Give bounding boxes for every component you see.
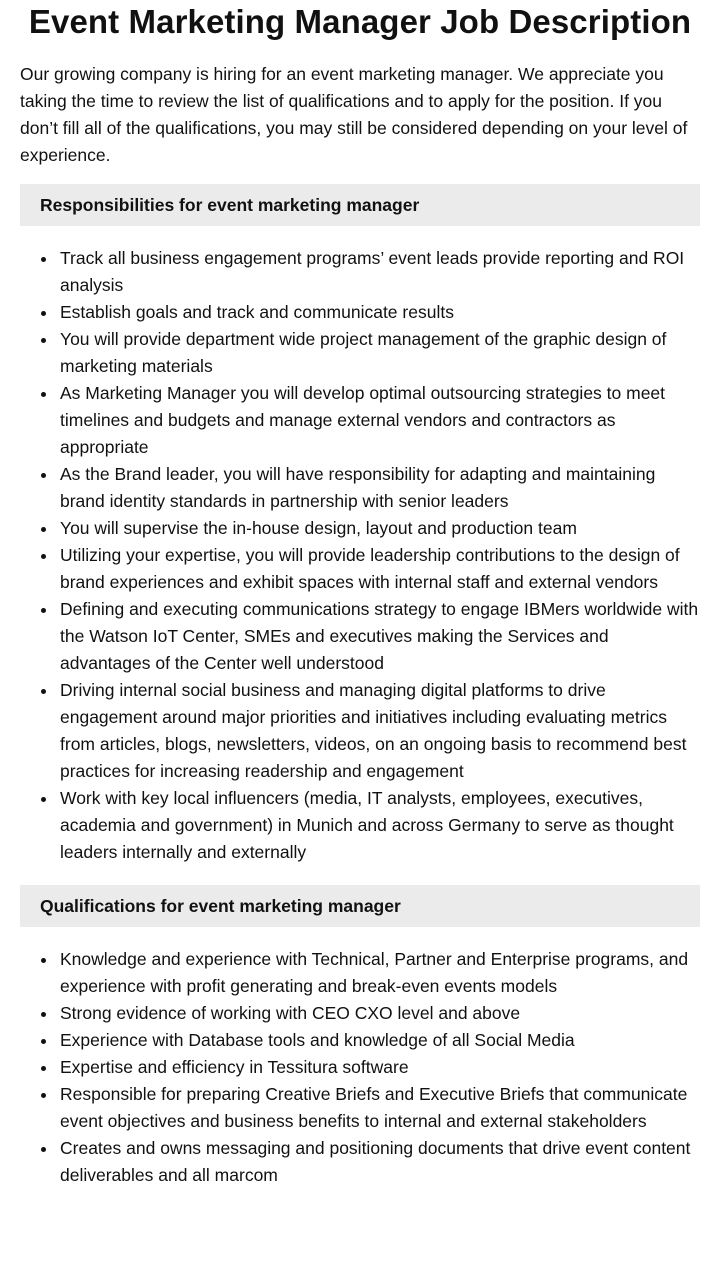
list-item [60,1135,700,1189]
responsibilities-section [20,184,700,866]
list-item-text: Knowledge and experience with Technical, Partner and Enterprise programs, and experience with profit generating and break-even events models [60,949,689,996]
responsibilities-list [20,245,700,866]
bullet-icon [41,338,46,343]
list-item [60,326,700,380]
list-item-text: Creates and owns messaging and positioning documents that drive event content deliverables and all marcom [60,1138,691,1185]
list-item-text: Establish goals and track and communicate results [60,302,454,322]
qualifications-section [20,885,700,1189]
list-item-text: Defining and executing communications strategy to engage IBMers worldwide with the Watson IoT Center, SMEs and executives making the Services and advantages of the Center well understood [60,599,699,673]
list-item-text: As the Brand leader, you will have responsibility for adapting and maintaining brand identity standards in partnership with senior leaders [60,464,656,511]
list-item [60,380,700,461]
bullet-icon [41,392,46,397]
bullet-icon [41,608,46,613]
list-item-text: Expertise and efficiency in Tessitura software [60,1057,409,1077]
list-item-text: Experience with Database tools and knowledge of all Social Media [60,1030,575,1050]
list-item [60,1081,700,1135]
list-item [60,946,700,1000]
qualifications-list [20,946,700,1189]
bullet-icon [41,797,46,802]
list-item-text: As Marketing Manager you will develop optimal outsourcing strategies to meet timelines and budgets and manage external vendors and contractors as appropriate [60,383,666,457]
list-item-text: Responsible for preparing Creative Briefs and Executive Briefs that communicate event objectives and business benefits to internal and external stakeholders [60,1084,688,1131]
bullet-icon [41,1066,46,1071]
bullet-icon [41,257,46,262]
list-item [60,1027,700,1054]
responsibilities-heading: Responsibilities for event marketing manager [20,184,700,226]
list-item [60,677,700,785]
bullet-icon [41,554,46,559]
list-item [60,785,700,866]
bullet-icon [41,1147,46,1152]
list-item-text: Work with key local influencers (media, IT analysts, employees, executives, academia and government) in Munich and across Germany to serve as thought leaders internally and externally [60,788,674,862]
list-item [60,1054,700,1081]
list-item [60,596,700,677]
intro-paragraph: Our growing company is hiring for an event marketing manager. We appreciate you taking the time to review the list of qualifications and to apply for the position. If you don’t fill all of the qualifications, you may still be considered depending on your level of experience. [20,64,688,165]
list-item [60,1000,700,1027]
list-item [60,542,700,596]
list-item [60,515,700,542]
bullet-icon [41,473,46,478]
bullet-icon [41,689,46,694]
list-item-text: You will provide department wide project management of the graphic design of marketing materials [60,329,667,376]
bullet-icon [41,958,46,963]
bullet-icon [41,1093,46,1098]
list-item [60,461,700,515]
bullet-icon [41,1012,46,1017]
list-item-text: Driving internal social business and managing digital platforms to drive engagement around major priorities and initiatives including evaluating metrics from articles, blogs, newsletters, videos, on an ongoing basis to recommend best practices for increasing readership and engagement [60,680,687,781]
list-item-text: Track all business engagement programs’ event leads provide reporting and ROI analysis [60,248,685,295]
list-item-text: Strong evidence of working with CEO CXO level and above [60,1003,521,1023]
bullet-icon [41,1039,46,1044]
list-item [60,245,700,299]
bullet-icon [41,527,46,532]
list-item-text: You will supervise the in-house design, layout and production team [60,518,577,538]
list-item [60,299,700,326]
page-title: Event Marketing Manager Job Description [28,3,692,40]
bullet-icon [41,311,46,316]
qualifications-heading: Qualifications for event marketing manager [20,885,700,927]
list-item-text: Utilizing your expertise, you will provide leadership contributions to the design of brand experiences and exhibit spaces with internal staff and external vendors [60,545,680,592]
